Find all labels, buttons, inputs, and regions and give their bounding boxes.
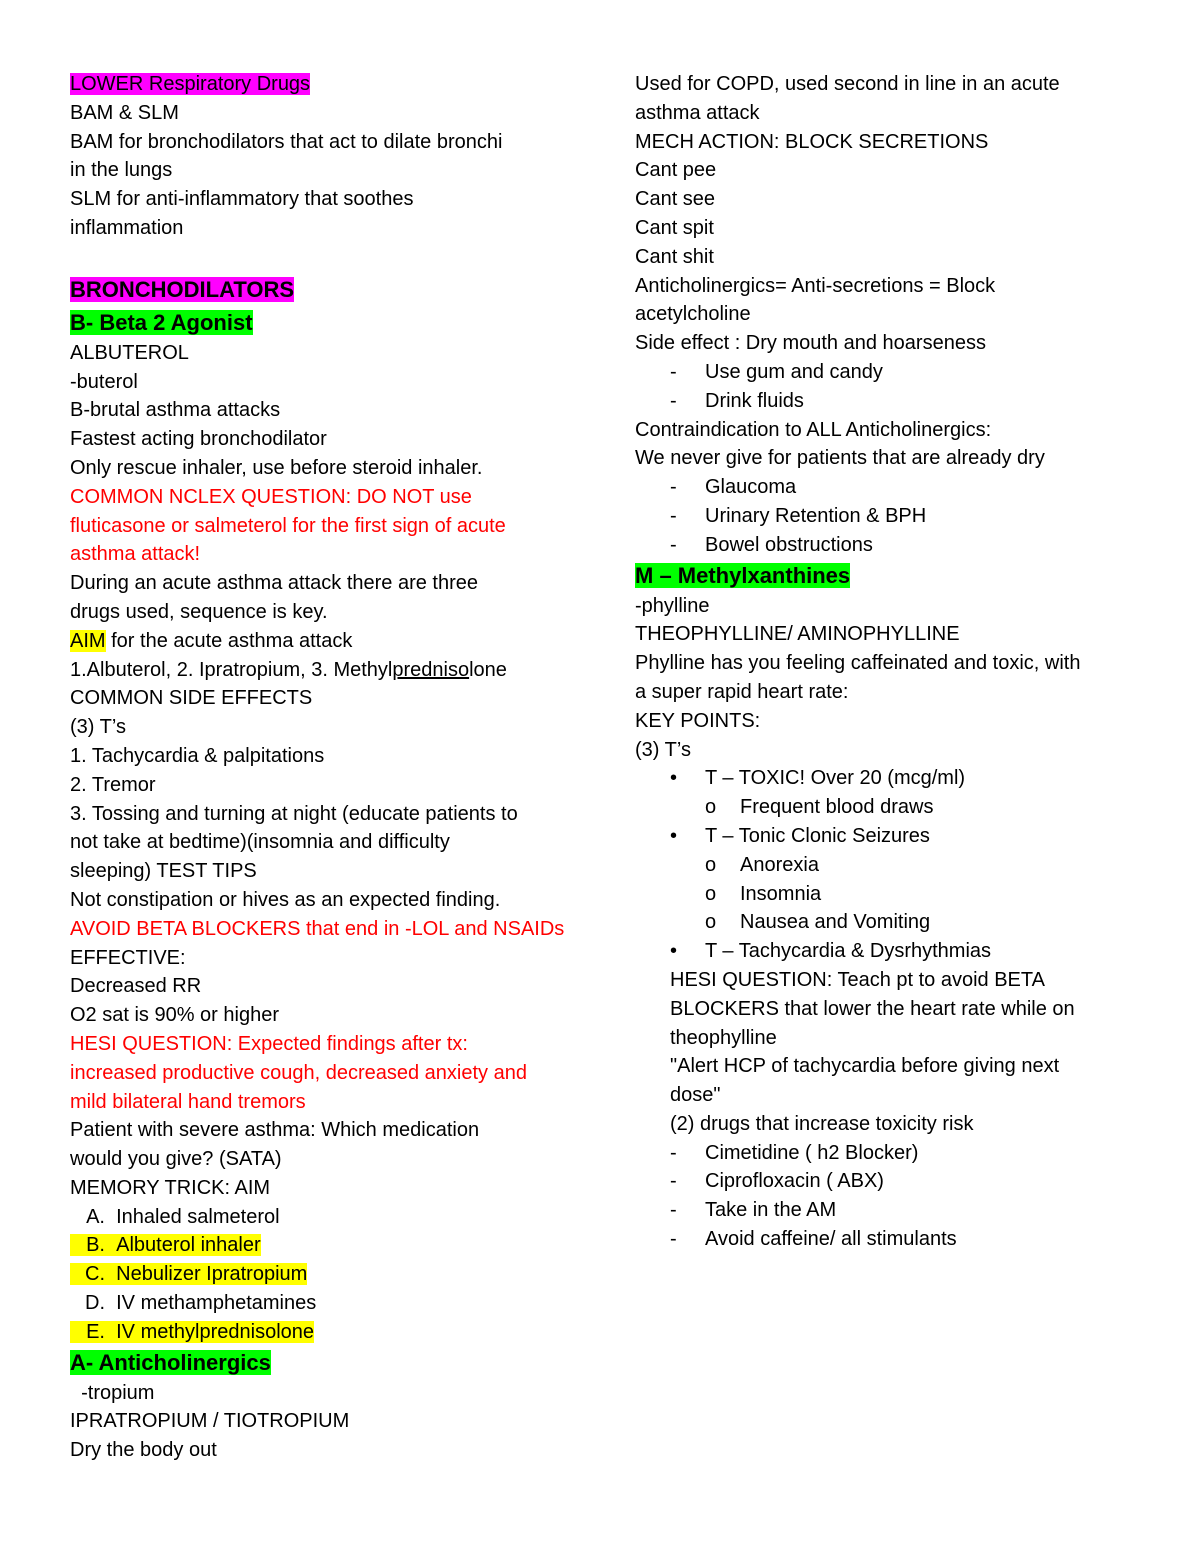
nclex-warning: asthma attack! bbox=[70, 543, 201, 566]
list-item: - Use gum and candy bbox=[670, 360, 883, 383]
anticholinergics-heading: A- Anticholinergics bbox=[70, 1349, 271, 1375]
text-line: Patient with severe asthma: Which medication bbox=[70, 1119, 480, 1142]
text-line: Side effect : Dry mouth and hoarseness bbox=[635, 332, 986, 355]
beta-agonist-heading: B- Beta 2 Agonist bbox=[70, 309, 253, 335]
text-line: Anticholinergics= Anti-secretions = Block bbox=[635, 274, 996, 297]
text-line: ALBUTEROL bbox=[70, 341, 189, 364]
text-line: O2 sat is 90% or higher bbox=[70, 1004, 279, 1027]
text-line: THEOPHYLLINE/ AMINOPHYLLINE bbox=[635, 623, 960, 646]
list-item: E. IV methylprednisolone bbox=[70, 1318, 570, 1347]
text-line: Cant see bbox=[635, 188, 716, 211]
text-line: Dry the body out bbox=[70, 1439, 217, 1462]
text-line: "Alert HCP of tachycardia before giving next bbox=[670, 1055, 1060, 1078]
circle-bullet-icon: o bbox=[705, 911, 717, 934]
text-line: Used for COPD, used second in line in an acute bbox=[635, 73, 1060, 95]
text-line: HESI QUESTION: Teach pt to avoid BETA bbox=[670, 968, 1045, 991]
text-line: sleeping) TEST TIPS bbox=[70, 860, 257, 883]
list-item: B. Albuterol inhaler bbox=[70, 1231, 570, 1260]
bronchodilators-heading: BRONCHODILATORS bbox=[70, 276, 295, 302]
text-line: asthma attack bbox=[635, 101, 760, 124]
list-item: - Bowel obstructions bbox=[670, 533, 873, 556]
intro-line: SLM for anti-inflammatory that soothes bbox=[70, 188, 414, 211]
aim-highlight: AIM bbox=[70, 629, 106, 652]
text-line: We never give for patients that are already dry bbox=[635, 447, 1045, 470]
bullet-icon: • bbox=[670, 824, 678, 847]
text-line: 1. Tachycardia & palpitations bbox=[70, 744, 325, 767]
avoid-warning: AVOID BETA BLOCKERS that end in -LOL and NSAIDs bbox=[70, 917, 565, 940]
text-line: IPRATROPIUM / TIOTROPIUM bbox=[70, 1410, 350, 1433]
intro-line: in the lungs bbox=[70, 159, 173, 182]
bullet-icon: • bbox=[670, 940, 678, 963]
methylxanthines-heading: M – Methylxanthines bbox=[635, 562, 851, 588]
bullet-icon: • bbox=[670, 767, 678, 790]
intro-line: inflammation bbox=[70, 216, 184, 239]
text-line: Contraindication to ALL Anticholinergics: bbox=[635, 418, 992, 441]
text-line: would you give? (SATA) bbox=[70, 1148, 282, 1171]
text-line: Decreased RR bbox=[70, 975, 202, 998]
text-line: B-brutal asthma attacks bbox=[70, 399, 281, 422]
list-item: - Glaucoma bbox=[670, 476, 797, 499]
list-item: o Insomnia bbox=[635, 880, 1135, 909]
aim-line: AIM for the acute asthma attack bbox=[70, 629, 353, 652]
hesi-question: mild bilateral hand tremors bbox=[70, 1090, 306, 1113]
list-item: - Take in the AM bbox=[670, 1199, 837, 1222]
nclex-warning: fluticasone or salmeterol for the first sign of acute bbox=[70, 514, 506, 537]
hesi-question: HESI QUESTION: Expected findings after tx: bbox=[70, 1032, 468, 1055]
left-column bbox=[70, 70, 570, 1465]
text-line: Cant spit bbox=[635, 216, 714, 239]
list-item: D. IV methamphetamines bbox=[85, 1292, 317, 1315]
list-item: - Drink fluids bbox=[670, 389, 804, 412]
list-item: - Avoid caffeine/ all stimulants bbox=[670, 1228, 957, 1251]
text-line: -phylline bbox=[635, 594, 710, 617]
list-item: o Nausea and Vomiting bbox=[635, 908, 1135, 937]
text-line: KEY POINTS: bbox=[635, 709, 761, 732]
text-line: 3. Tossing and turning at night (educate patients to bbox=[70, 802, 518, 825]
circle-bullet-icon: o bbox=[705, 882, 717, 905]
text-line: MECH ACTION: BLOCK SECRETIONS bbox=[635, 130, 989, 153]
text-line: During an acute asthma attack there are three bbox=[70, 572, 479, 595]
text-line: Cant pee bbox=[635, 159, 717, 182]
text-line: Cant shit bbox=[635, 245, 714, 268]
text-line: (3) T’s bbox=[70, 716, 126, 739]
text-line: Fastest acting bronchodilator bbox=[70, 428, 327, 451]
text-line: acetylcholine bbox=[635, 303, 751, 326]
hesi-question: increased productive cough, decreased anxiety and bbox=[70, 1061, 527, 1084]
text-line: drugs used, sequence is key. bbox=[70, 600, 328, 623]
text-line: dose" bbox=[670, 1084, 721, 1107]
text-line: (2) drugs that increase toxicity risk bbox=[670, 1112, 974, 1135]
text-line: -buterol bbox=[70, 370, 138, 393]
text-line: BLOCKERS that lower the heart rate while on bbox=[670, 997, 1075, 1020]
text-line: Not constipation or hives as an expected finding. bbox=[70, 888, 501, 911]
list-item: • T – TOXIC! Over 20 (mcg/ml) bbox=[635, 764, 1135, 793]
text-line: 2. Tremor bbox=[70, 773, 156, 796]
page-title: LOWER Respiratory Drugs bbox=[70, 73, 311, 95]
circle-bullet-icon: o bbox=[705, 796, 717, 819]
nclex-warning: COMMON NCLEX QUESTION: DO NOT use bbox=[70, 485, 472, 508]
list-item: • T – Tachycardia & Dysrhythmias bbox=[635, 937, 1135, 966]
circle-bullet-icon: o bbox=[705, 853, 717, 876]
text-line: Only rescue inhaler, use before steroid inhaler. bbox=[70, 456, 483, 479]
text-line: MEMORY TRICK: AIM bbox=[70, 1176, 271, 1199]
text-line: EFFECTIVE: bbox=[70, 946, 186, 969]
text-line: not take at bedtime)(insomnia and difficulty bbox=[70, 831, 450, 854]
drug-order-line: 1.Albuterol, 2. Ipratropium, 3. Methylprednisolone bbox=[70, 658, 507, 681]
list-item: A. Inhaled salmeterol bbox=[86, 1205, 280, 1228]
spacer bbox=[70, 243, 570, 271]
list-item: o Anorexia bbox=[635, 851, 1135, 880]
list-item: C. Nebulizer Ipratropium bbox=[70, 1260, 570, 1289]
list-item: • T – Tonic Clonic Seizures bbox=[635, 822, 1135, 851]
right-column bbox=[635, 70, 1135, 1254]
text-line: theophylline bbox=[670, 1026, 777, 1049]
list-item: o Frequent blood draws bbox=[635, 793, 1135, 822]
text-line: -tropium bbox=[75, 1381, 155, 1404]
list-item: - Ciprofloxacin ( ABX) bbox=[670, 1170, 884, 1193]
intro-line: BAM & SLM bbox=[70, 101, 179, 124]
text-line: a super rapid heart rate: bbox=[635, 680, 849, 703]
list-item: - Urinary Retention & BPH bbox=[670, 504, 927, 527]
list-item: - Cimetidine ( h2 Blocker) bbox=[670, 1141, 919, 1164]
text-line: (3) T’s bbox=[635, 738, 691, 761]
text-line: COMMON SIDE EFFECTS bbox=[70, 687, 313, 710]
intro-line: BAM for bronchodilators that act to dilate bronchi bbox=[70, 130, 503, 153]
text-line: Phylline has you feeling caffeinated and toxic, with bbox=[635, 652, 1081, 675]
